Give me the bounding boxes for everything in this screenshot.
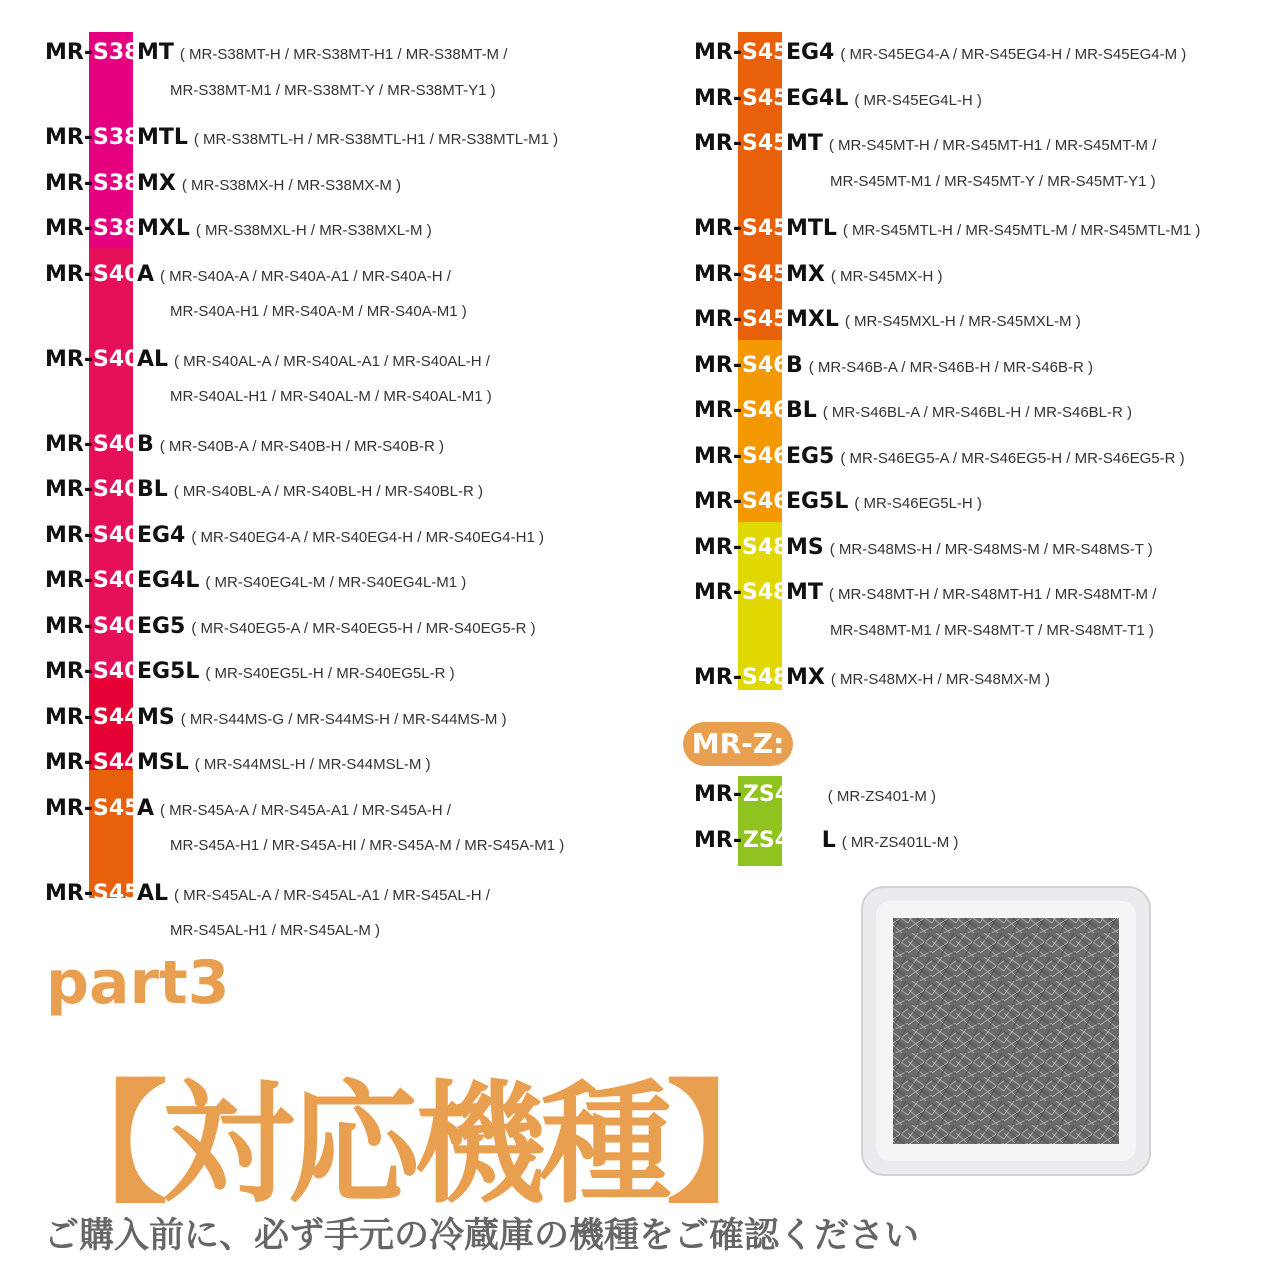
model-series-code: S46 [741, 398, 789, 423]
model-series-code: S45 [741, 261, 789, 287]
model-series-code: S40 [92, 431, 140, 457]
model-row [694, 131, 1156, 156]
model-suffix: EG5 [136, 613, 186, 639]
model-name [694, 86, 848, 111]
model-series-code: S40 [92, 522, 140, 548]
model-variants: ( MR-S45MX-H ) [830, 267, 943, 285]
model-suffix: L [821, 827, 836, 853]
model-prefix: MR- [45, 522, 93, 548]
model-suffix: EG5 [785, 443, 835, 469]
model-prefix: MR- [45, 40, 93, 65]
model-variants: ( MR-S38MTL-H / MR-S38MTL-H1 / MR-S38MTL-M1 ) [193, 131, 559, 148]
model-row [694, 216, 1200, 241]
model-suffix: EG4 [136, 522, 186, 548]
model-variants: ( MR-S40B-A / MR-S40B-H / MR-S40B-R ) [159, 437, 444, 455]
model-variants: ( MR-S45MXL-H / MR-S45MXL-M ) [844, 313, 1081, 330]
model-prefix: MR- [694, 307, 742, 332]
model-series-code: S38 [92, 125, 140, 150]
model-series-code: S40 [92, 261, 140, 287]
model-series-code: S45 [741, 216, 789, 241]
model-prefix: MR- [694, 216, 742, 241]
model-prefix: MR- [45, 431, 93, 457]
model-series-code: S40 [92, 568, 140, 593]
model-series-code: S40 [92, 659, 140, 684]
model-series-code: S38 [92, 216, 140, 241]
model-prefix: MR- [45, 750, 93, 775]
model-row [694, 40, 1186, 65]
model-name [45, 125, 188, 150]
model-suffix: MT [785, 131, 823, 156]
model-prefix: MR- [45, 704, 93, 730]
model-variants: ( MR-S45AL-A / MR-S45AL-A1 / MR-S45AL-H / [174, 886, 490, 904]
model-prefix: MR- [45, 346, 93, 372]
model-prefix: MR- [45, 880, 93, 906]
model-variants-continued: MR-S45AL-H1 / MR-S45AL-M ) [170, 922, 381, 939]
model-prefix: MR- [45, 170, 93, 196]
model-variants: ( MR-S45A-A / MR-S45A-A1 / MR-S45A-H / [160, 801, 451, 819]
model-suffix: EG5L [785, 489, 849, 514]
model-variants: ( MR-S40BL-A / MR-S40BL-H / MR-S40BL-R ) [173, 483, 484, 500]
model-prefix: MR- [694, 665, 742, 690]
mrz-series-badge: MR-Z: [683, 722, 793, 766]
model-suffix: A [136, 795, 154, 821]
model-series-code: S38 [92, 40, 140, 65]
model-variants: ( MR-S44MS-G / MR-S44MS-H / MR-S44MS-M ) [180, 710, 507, 728]
model-series-code: S40 [92, 477, 140, 502]
model-name [45, 477, 168, 502]
model-row [694, 489, 982, 514]
model-row [45, 262, 451, 287]
model-suffix: B [785, 352, 803, 378]
model-name [45, 216, 190, 241]
model-prefix: MR- [694, 352, 742, 378]
model-series-code: S46 [741, 352, 789, 378]
model-prefix: MR- [45, 613, 93, 639]
model-variants: ( MR-S45EG4L-H ) [854, 91, 982, 109]
model-name [694, 782, 822, 807]
model-name [45, 614, 185, 639]
model-name [45, 705, 175, 730]
model-name [45, 347, 168, 372]
model-series-code: S44 [92, 704, 140, 730]
model-series-code: S45 [741, 85, 789, 111]
model-variants: ( MR-S48MS-H / MR-S48MS-M / MR-S48MS-T ) [829, 540, 1153, 558]
model-prefix: MR- [45, 477, 93, 502]
model-variants: ( MR-S38MT-H / MR-S38MT-H1 / MR-S38MT-M / [179, 46, 508, 63]
model-variants-continued: MR-S40AL-H1 / MR-S40AL-M / MR-S40AL-M1 ) [170, 388, 492, 405]
model-suffix: EG4 [785, 40, 835, 65]
model-row [694, 444, 1185, 469]
model-name [694, 40, 834, 65]
model-row [45, 40, 507, 65]
filter-pad-icon [860, 885, 1152, 1177]
model-variants: ( MR-S48MX-H / MR-S48MX-M ) [830, 671, 1050, 688]
model-prefix: MR- [45, 261, 93, 287]
model-prefix: MR- [694, 580, 742, 605]
page-title: 【対応機種】 [36, 1068, 792, 1222]
model-prefix: MR- [694, 782, 742, 807]
model-name [45, 262, 154, 287]
model-variants: ( MR-S40A-A / MR-S40A-A1 / MR-S40A-H / [160, 267, 451, 285]
model-name [45, 523, 185, 548]
model-suffix: MTL [136, 125, 188, 150]
model-series-code: S45 [741, 307, 789, 332]
model-variants: ( MR-S46B-A / MR-S46B-H / MR-S46B-R ) [808, 358, 1093, 376]
model-row [694, 262, 943, 287]
color-bar-s45-right [738, 32, 782, 340]
model-prefix: MR- [45, 216, 93, 241]
model-variants: ( MR-S45MTL-H / MR-S45MTL-M / MR-S45MTL-M1 ) [842, 222, 1201, 239]
model-name [694, 828, 836, 853]
model-row [45, 432, 444, 457]
model-suffix: MX [785, 665, 825, 690]
model-prefix: MR- [694, 131, 742, 156]
model-variants-continued: MR-S45MT-M1 / MR-S45MT-Y / MR-S45MT-Y1 ) [830, 172, 1156, 190]
model-prefix: MR- [45, 659, 93, 684]
model-series-code: S48 [741, 665, 789, 690]
model-suffix: AL [136, 880, 169, 906]
model-series-code: S44 [92, 750, 140, 775]
model-name [694, 262, 825, 287]
model-row [694, 86, 982, 111]
model-row [45, 477, 483, 502]
model-row [694, 307, 1081, 332]
model-row [45, 216, 432, 241]
model-name [694, 444, 834, 469]
model-suffix: AL [136, 346, 169, 372]
model-prefix: MR- [694, 534, 742, 560]
model-prefix: MR- [694, 85, 742, 111]
model-variants: ( MR-S46BL-A / MR-S46BL-H / MR-S46BL-R ) [822, 404, 1133, 421]
model-series-code: S45 [92, 795, 140, 821]
model-name [45, 568, 199, 593]
model-variants: ( MR-S40EG5L-H / MR-S40EG5L-R ) [205, 665, 455, 682]
model-suffix: MTL [785, 216, 837, 241]
model-row [45, 796, 451, 821]
model-suffix: MT [136, 40, 174, 65]
model-prefix: MR- [45, 568, 93, 593]
model-name [694, 131, 823, 156]
model-row [45, 171, 401, 196]
model-series-code: ZS401 [742, 827, 821, 853]
model-variants: ( MR-S40AL-A / MR-S40AL-A1 / MR-S40AL-H / [174, 352, 490, 370]
model-suffix: A [136, 261, 154, 287]
model-suffix: MSL [136, 750, 189, 775]
model-variants-continued: MR-S38MT-M1 / MR-S38MT-Y / MR-S38MT-Y1 ) [170, 81, 496, 99]
model-series-code: S48 [741, 580, 789, 605]
model-series-code: S48 [741, 534, 789, 560]
model-suffix: EG4L [136, 568, 200, 593]
model-series-code: S45 [741, 131, 789, 156]
model-row [694, 665, 1050, 690]
model-variants: ( MR-S45MT-H / MR-S45MT-H1 / MR-S45MT-M / [828, 137, 1157, 154]
model-row [45, 347, 490, 372]
model-prefix: MR- [45, 795, 93, 821]
model-name [694, 353, 803, 378]
model-variants-continued: MR-S48MT-M1 / MR-S48MT-T / MR-S48MT-T1 ) [830, 621, 1154, 639]
part-label: part3 [46, 948, 230, 1018]
model-name [45, 659, 199, 684]
model-suffix: MT [785, 580, 823, 605]
model-name [694, 580, 823, 605]
color-bar-s45 [89, 770, 133, 898]
model-prefix: MR- [694, 827, 742, 853]
model-series-code: S45 [92, 880, 140, 906]
model-row [694, 353, 1093, 378]
model-prefix: MR- [45, 125, 93, 150]
model-suffix: MXL [785, 307, 839, 332]
model-suffix: BL [785, 398, 817, 423]
notice-text: ご購入前に、必ず手元の冷蔵庫の機種をご確認ください [44, 1216, 920, 1256]
model-series-code: ZS401 [742, 782, 821, 807]
model-suffix: EG5L [136, 659, 200, 684]
model-variants-continued: MR-S40A-H1 / MR-S40A-M / MR-S40A-M1 ) [170, 303, 467, 320]
model-suffix: B [136, 431, 154, 457]
model-suffix: EG4L [785, 85, 849, 111]
model-row [694, 782, 936, 807]
model-variants: ( MR-S45EG4-A / MR-S45EG4-H / MR-S45EG4-M ) [840, 46, 1187, 63]
model-name [45, 171, 176, 196]
model-variants: ( MR-ZS401L-M ) [841, 833, 959, 851]
model-variants: ( MR-S40EG4-A / MR-S40EG4-H / MR-S40EG4-H1 ) [191, 528, 544, 546]
model-name [45, 750, 189, 775]
model-row [45, 705, 507, 730]
model-series-code: S46 [741, 489, 789, 514]
model-row [45, 659, 455, 684]
model-suffix: MX [785, 261, 825, 287]
model-name [694, 216, 837, 241]
model-suffix: MS [136, 704, 175, 730]
model-variants: ( MR-S40EG5-A / MR-S40EG5-H / MR-S40EG5-R ) [191, 619, 536, 637]
model-row [45, 523, 544, 548]
model-variants: ( MR-S48MT-H / MR-S48MT-H1 / MR-S48MT-M / [828, 586, 1157, 603]
model-variants: ( MR-S46EG5-A / MR-S46EG5-H / MR-S46EG5-R ) [840, 449, 1185, 467]
model-row [694, 580, 1156, 605]
model-name [694, 665, 825, 690]
model-name [694, 307, 839, 332]
model-variants: ( MR-S44MSL-H / MR-S44MSL-M ) [194, 756, 431, 773]
model-row [45, 614, 536, 639]
model-suffix: MS [785, 534, 824, 560]
model-series-code: S40 [92, 346, 140, 372]
model-row [694, 535, 1153, 560]
model-row [45, 881, 490, 906]
model-variants: ( MR-S38MXL-H / MR-S38MXL-M ) [195, 222, 432, 239]
model-variants: ( MR-ZS401-M ) [827, 788, 937, 805]
model-name [694, 489, 848, 514]
model-name [694, 535, 824, 560]
model-suffix: MX [136, 170, 176, 196]
model-name [694, 398, 817, 423]
model-name [45, 40, 174, 65]
model-variants-continued: MR-S45A-H1 / MR-S45A-HI / MR-S45A-M / MR-S45A-M1 ) [170, 837, 565, 854]
model-row [45, 125, 558, 150]
model-series-code: S38 [92, 170, 140, 196]
model-series-code: S46 [741, 443, 789, 469]
model-name [45, 881, 168, 906]
model-row [45, 750, 431, 775]
model-row [694, 398, 1132, 423]
model-row [694, 828, 958, 853]
model-variants: ( MR-S40EG4L-M / MR-S40EG4L-M1 ) [205, 574, 467, 591]
model-row [45, 568, 466, 593]
model-prefix: MR- [694, 443, 742, 469]
model-prefix: MR- [694, 398, 742, 423]
model-name [45, 432, 154, 457]
model-series-code: S45 [741, 40, 789, 65]
model-prefix: MR- [694, 261, 742, 287]
model-variants: ( MR-S38MX-H / MR-S38MX-M ) [181, 176, 401, 194]
model-suffix: MXL [136, 216, 190, 241]
model-series-code: S40 [92, 613, 140, 639]
model-name [45, 796, 154, 821]
model-suffix: BL [136, 477, 168, 502]
model-variants: ( MR-S46EG5L-H ) [854, 495, 982, 512]
model-prefix: MR- [694, 40, 742, 65]
model-prefix: MR- [694, 489, 742, 514]
